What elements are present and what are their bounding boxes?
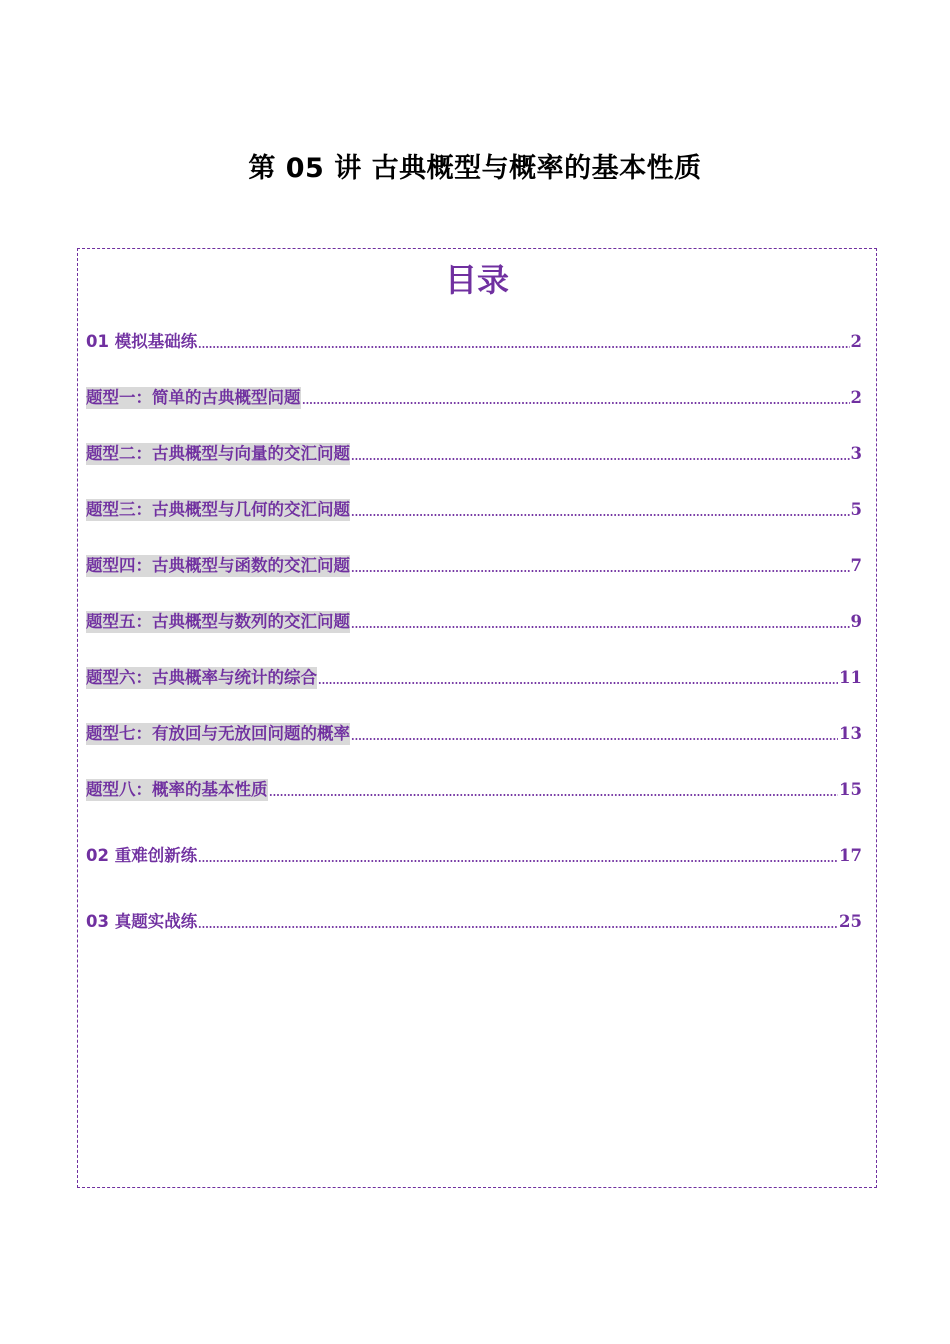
toc-entry-type-6[interactable] [86,665,862,689]
toc-entry-section-03[interactable] [86,909,862,933]
toc-page-number: 2 [850,332,862,351]
toc-entry-section-01[interactable] [86,329,862,353]
toc-page-number: 9 [850,612,862,631]
toc-leader-dots [351,625,850,629]
toc-entry-label: 题型二：古典概型与向量的交汇问题 [86,444,350,463]
toc-entry-label: 题型七：有放回与无放回问题的概率 [86,724,350,743]
toc-leader-dots [351,737,838,741]
toc-entry-type-2[interactable] [86,441,862,465]
toc-page-number: 5 [850,500,862,519]
toc-entry-label: 01 模拟基础练 [86,332,198,351]
toc-entry-label: 题型三：古典概型与几何的交汇问题 [86,500,350,519]
toc-leader-dots [351,569,850,573]
toc-page-number: 15 [839,780,862,799]
toc-entry-type-1[interactable] [86,385,862,409]
toc-leader-dots [269,793,839,797]
toc-page-number: 13 [839,724,862,743]
toc-leader-dots [198,859,838,863]
toc-leader-dots [351,457,850,461]
toc-entry-label: 题型五：古典概型与数列的交汇问题 [86,612,350,631]
toc-leader-dots [318,681,838,685]
toc-entry-type-4[interactable] [86,553,862,577]
toc-heading: 目录 [444,261,509,299]
toc-page-number: 17 [839,846,862,865]
toc-leader-dots [198,345,849,349]
toc-leader-dots [198,925,838,929]
table-of-contents [77,248,877,1188]
toc-entry-type-8[interactable] [86,777,862,801]
toc-entry-type-5[interactable] [86,609,862,633]
toc-page-number: 3 [850,444,862,463]
toc-page-number: 7 [850,556,862,575]
toc-page-number: 11 [839,668,862,687]
page-title: 第 05 讲 古典概型与概率的基本性质 [248,153,702,184]
toc-entry-label: 03 真题实战练 [86,912,198,931]
toc-page-number: 2 [850,388,862,407]
toc-leader-dots [302,401,850,405]
toc-entry-section-02[interactable] [86,843,862,867]
toc-entry-label: 题型四：古典概型与函数的交汇问题 [86,556,350,575]
toc-entry-label: 02 重难创新练 [86,846,198,865]
toc-entry-type-7[interactable] [86,721,862,745]
toc-leader-dots [351,513,850,517]
toc-entry-label: 题型八：概率的基本性质 [86,780,268,799]
toc-entry-label: 题型六：古典概率与统计的综合 [86,668,317,687]
toc-entry-type-3[interactable] [86,497,862,521]
toc-entry-label: 题型一：简单的古典概型问题 [86,388,301,407]
toc-page-number: 25 [839,912,862,931]
